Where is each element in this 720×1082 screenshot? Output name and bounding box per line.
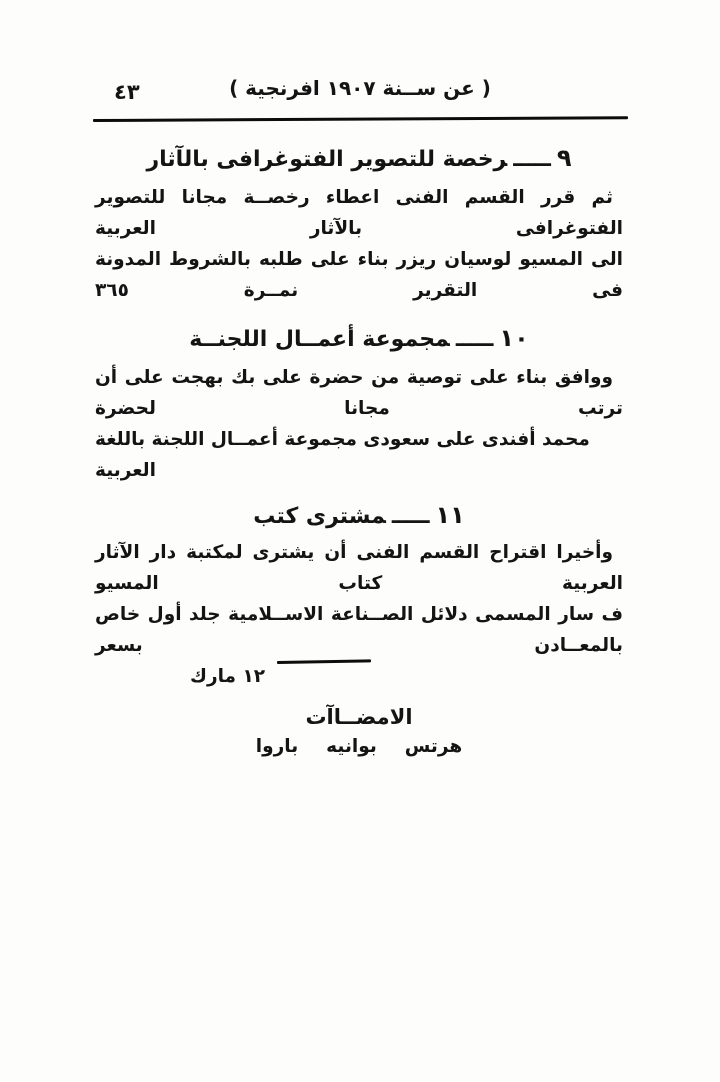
- price-line: ١٢ مارك: [190, 666, 266, 687]
- section-10-title: مجموعة أعمــال اللجنــة: [189, 327, 450, 352]
- section-10-heading: [95, 322, 623, 354]
- section-9-number: ٩: [556, 144, 572, 172]
- section-10-number: ١٠: [499, 324, 529, 352]
- section-9-heading: [95, 142, 623, 174]
- header-title: ( عن ســنة ١٩٠٧ افرنجية ): [229, 76, 491, 100]
- section-9-paragraph: [95, 182, 623, 306]
- signature-name: باروا: [255, 736, 299, 757]
- signatures-block: [95, 702, 623, 762]
- section-11-paragraph: [95, 537, 623, 692]
- paragraph-line: وأخيرا اقتراح القسم الفنى أن يشترى لمكتبة دار الآثار العربية كتاب المسيو: [95, 542, 623, 594]
- signature-name: هرتس: [404, 736, 463, 757]
- heading-dash: ـــــ: [391, 504, 430, 529]
- paragraph-line: ثم قرر القسم الفنى اعطاء رخصــة مجانا للتصوير الفتوغرافى بالآثار العربية: [95, 187, 623, 239]
- section-9-title: رخصة للتصوير الفتوغرافى بالآثار: [146, 147, 508, 172]
- paragraph-line: محمد أفندى على سعودى مجموعة أعمــال اللجنة باللغة العربية: [95, 429, 590, 481]
- signature-name: بوانيه: [326, 736, 377, 757]
- section-10-paragraph: [95, 362, 623, 486]
- section-11-number: ١١: [435, 501, 465, 529]
- section-11-title: مشترى كتب: [253, 504, 386, 529]
- page-number: ٤٣: [114, 80, 140, 104]
- section-11-heading: [95, 499, 623, 531]
- paragraph-line: ف سار المسمى دلائل الصــناعة الاســلامية جلد أول خاص بالمعــادن بسعر: [95, 604, 623, 656]
- paragraph-line: الى المسيو لوسيان ريزر بناء على طلبه بالشروط المدونة فى التقرير نمــرة ٣٦٥: [95, 249, 623, 301]
- signatures-heading: الامضــاآت: [305, 705, 413, 729]
- heading-dash: ـــــ: [513, 147, 551, 172]
- header-rule: [93, 116, 628, 122]
- heading-dash: ـــــ: [455, 327, 494, 352]
- paragraph-line: ووافق بناء على توصية من حضرة على بك بهجت على أن ترتب مجانا لحضرة: [95, 367, 623, 419]
- signature-names: [95, 732, 623, 762]
- page-body: [95, 142, 623, 762]
